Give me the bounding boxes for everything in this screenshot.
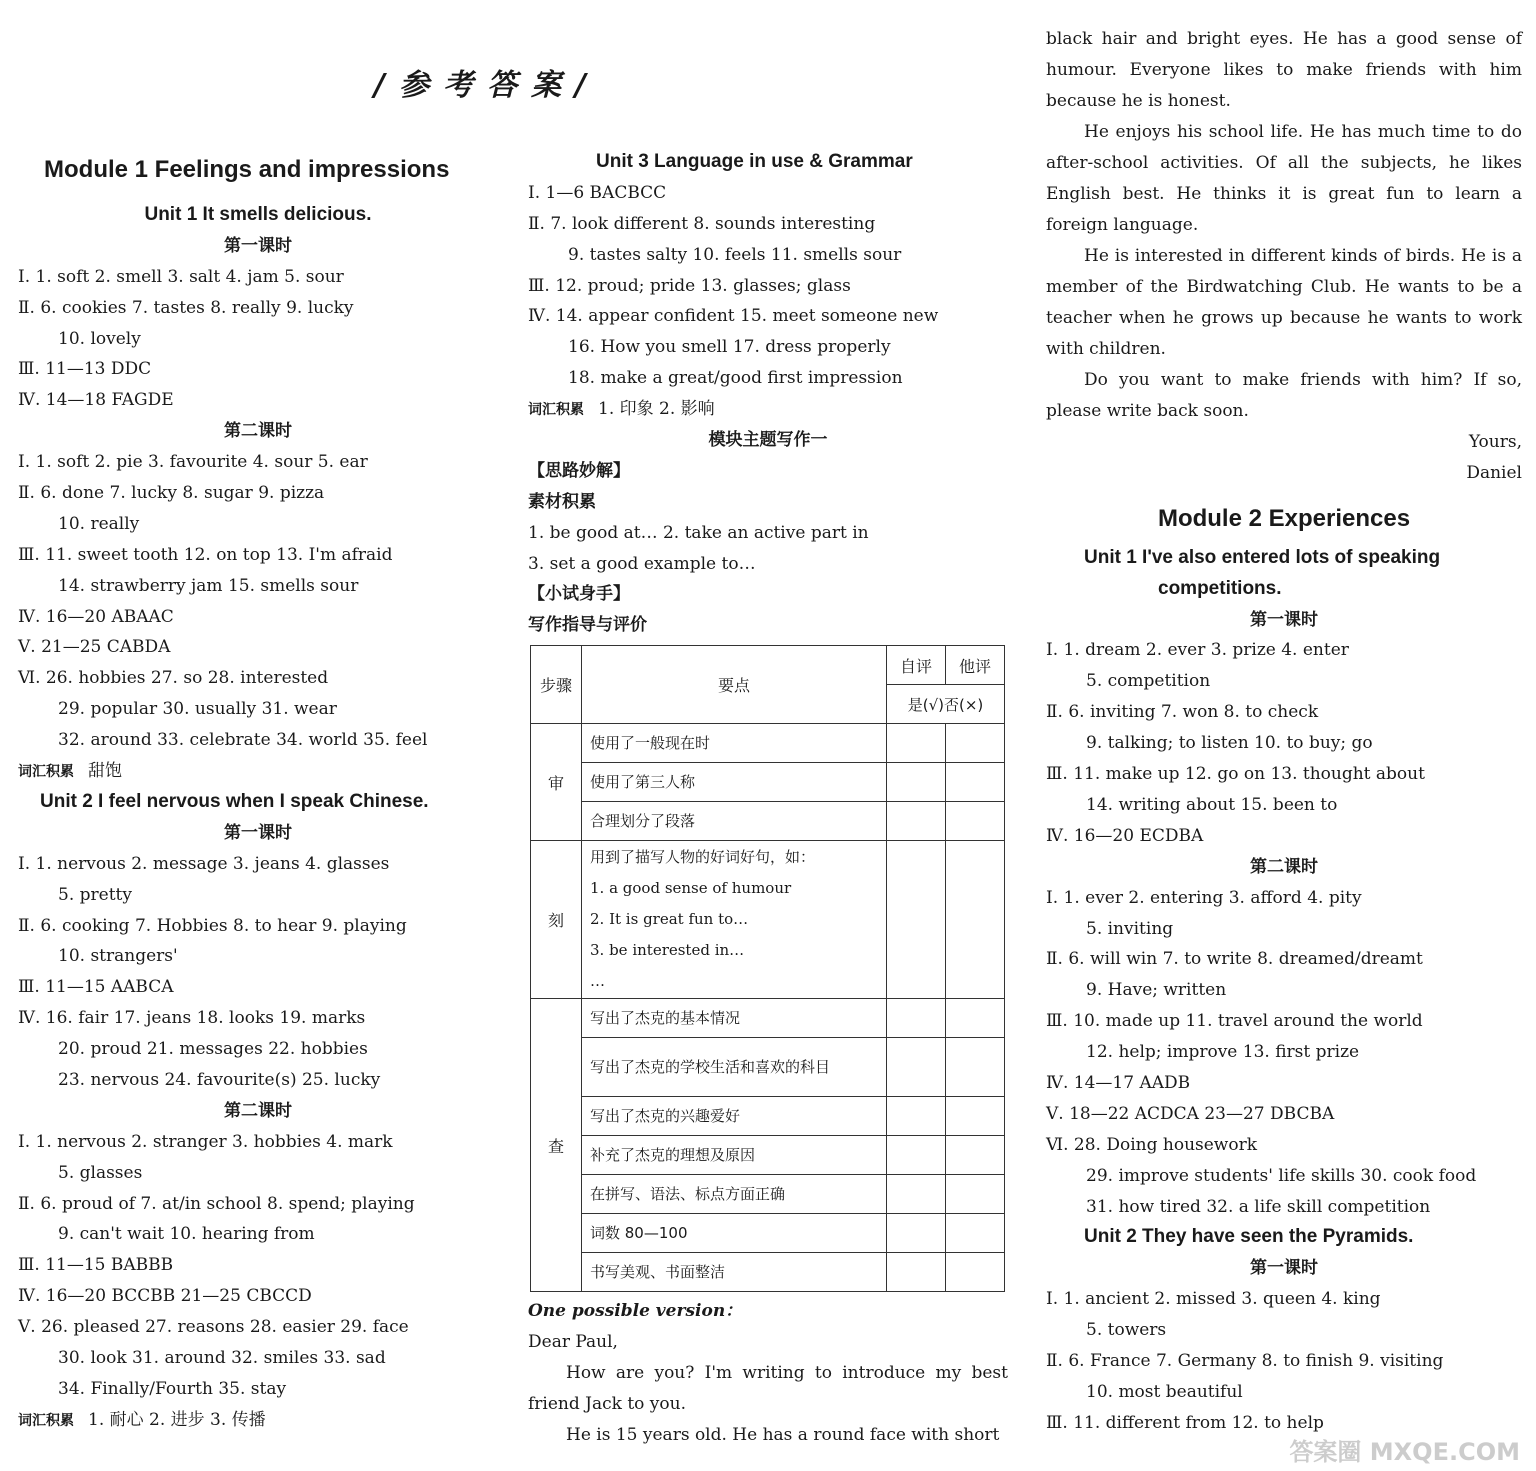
answer-line: 9. talking; to listen 10. to buy; go <box>1086 733 1373 754</box>
answer-line: Ⅵ. 28. Doing housework <box>1046 1134 1258 1155</box>
step-cell: 查 <box>531 999 582 1292</box>
peer-check-cell[interactable] <box>946 724 1005 763</box>
vocab-text: 甜饱 <box>88 761 122 782</box>
answer-line: 5. inviting <box>1086 918 1174 939</box>
answer-line: Ⅱ. 6. cooking 7. Hobbies 8. to hear 9. playing <box>18 915 407 936</box>
answer-block <box>1046 1284 1522 1438</box>
point-cell: 在拼写、语法、标点方面正确 <box>582 1175 887 1214</box>
answer-line: 10. really <box>58 513 140 534</box>
version-label: One possible version： <box>528 1301 743 1322</box>
lesson-title: 第一课时 <box>1250 609 1318 630</box>
answer-line: Ⅲ. 11. make up 12. go on 13. thought about <box>1046 764 1425 785</box>
answer-line: 32. around 33. celebrate 34. world 35. feel <box>58 730 428 751</box>
lesson-title: 第二课时 <box>224 421 292 442</box>
self-check-cell[interactable] <box>887 1038 946 1097</box>
answer-line: 29. improve students' life skills 30. cook food <box>1086 1165 1477 1186</box>
header-point: 要点 <box>582 646 887 724</box>
letter-paragraph: He is 15 years old. He has a round face with short <box>566 1425 1000 1446</box>
letter-paragraph: How are you? I'm writing to introduce my best friend Jack to you. <box>528 1363 1008 1415</box>
answer-line: 5. pretty <box>58 884 132 905</box>
answer-line: 23. nervous 24. favourite(s) 25. lucky <box>58 1069 381 1090</box>
answer-line: Ⅰ. 1. nervous 2. stranger 3. hobbies 4. mark <box>18 1131 393 1152</box>
evaluation-table <box>530 645 1005 1292</box>
section-subheading: 写作指导与评价 <box>528 615 647 636</box>
answer-line: Ⅳ. 16. fair 17. jeans 18. looks 19. marks <box>18 1008 366 1029</box>
letter-closing: Yours, <box>1468 432 1522 452</box>
self-check-cell[interactable] <box>887 841 946 999</box>
answer-line: Ⅰ. 1—6 BACBCC <box>528 182 667 203</box>
answer-line: 29. popular 30. usually 31. wear <box>58 699 337 720</box>
self-check-cell[interactable] <box>887 1214 946 1253</box>
answer-line: 18. make a great/good first impression <box>568 368 903 389</box>
answer-line: Ⅲ. 11—15 BABBB <box>18 1255 174 1276</box>
answer-line: 14. strawberry jam 15. smells sour <box>58 575 359 596</box>
column-3 <box>1046 24 1522 1439</box>
answer-line: Ⅱ. 6. inviting 7. won 8. to check <box>1046 702 1319 723</box>
answer-line: Ⅱ. 6. proud of 7. at/in school 8. spend; playing <box>18 1193 415 1214</box>
answer-line: Ⅴ. 18—22 ACDCA 23—27 DBCBA <box>1046 1103 1335 1124</box>
header-peer: 他评 <box>946 646 1005 685</box>
vocab-text: 1. 耐心 2. 进步 3. 传播 <box>88 1409 266 1430</box>
answer-block <box>18 849 498 1096</box>
peer-check-cell[interactable] <box>946 1136 1005 1175</box>
answer-line: Ⅰ. 1. nervous 2. message 3. jeans 4. glasses <box>18 853 390 874</box>
answer-line: Ⅳ. 16—20 BCCBB 21—25 CBCCD <box>18 1286 312 1307</box>
answer-line: 10. strangers' <box>58 946 178 967</box>
point-line: … <box>590 972 605 991</box>
column-2 <box>528 147 1008 1451</box>
answer-line: Ⅰ. 1. soft 2. smell 3. salt 4. jam 5. sour <box>18 266 344 287</box>
point-line: 2. It is great fun to… <box>590 910 749 929</box>
material-line: 1. be good at… 2. take an active part in <box>528 522 869 543</box>
answer-line: Ⅳ. 14—18 FAGDE <box>18 390 174 411</box>
answer-line: 30. look 31. around 32. smiles 33. sad <box>58 1347 386 1368</box>
module-title: Module 2 Experiences <box>1157 504 1411 532</box>
material-line: 3. set a good example to… <box>528 553 756 574</box>
answer-line: 5. competition <box>1086 671 1211 692</box>
vocab-line <box>528 394 1008 425</box>
peer-check-cell[interactable] <box>946 802 1005 841</box>
answer-line: 16. How you smell 17. dress properly <box>568 337 891 358</box>
answer-line: Ⅳ. 16—20 ECDBA <box>1046 825 1204 846</box>
answer-line: 9. Have; written <box>1086 980 1227 1001</box>
letter-salutation: Dear Paul, <box>528 1332 618 1353</box>
answer-block <box>1046 883 1522 1223</box>
point-cell-multi <box>582 841 887 999</box>
answer-line: 34. Finally/Fourth 35. stay <box>58 1378 287 1399</box>
column-1 <box>18 156 498 1436</box>
unit-title-cont: competitions. <box>1158 577 1282 599</box>
header-step: 步骤 <box>531 646 582 724</box>
lesson-title: 第一课时 <box>224 235 292 256</box>
point-cell: 写出了杰克的基本情况 <box>582 999 887 1038</box>
peer-check-cell[interactable] <box>946 1214 1005 1253</box>
vocab-text: 1. 印象 2. 影响 <box>598 399 715 420</box>
letter-paragraph: black hair and bright eyes. He has a good sense of humour. Everyone likes to make friends with him because he is honest. <box>1046 29 1522 111</box>
section-heading: 【思路妙解】 <box>528 460 630 481</box>
point-cell: 使用了第三人称 <box>582 763 887 802</box>
section-heading: 【小试身手】 <box>528 584 630 605</box>
self-check-cell[interactable] <box>887 1175 946 1214</box>
self-check-cell[interactable] <box>887 763 946 802</box>
self-check-cell[interactable] <box>887 1253 946 1292</box>
answer-line: 14. writing about 15. been to <box>1086 794 1338 815</box>
answer-line: Ⅳ. 16—20 ABAAC <box>18 606 174 627</box>
unit-title: Unit 2 I feel nervous when I speak Chinese. <box>40 790 429 812</box>
peer-check-cell[interactable] <box>946 841 1005 999</box>
lesson-title: 第二课时 <box>1250 856 1318 877</box>
answer-line: 12. help; improve 13. first prize <box>1086 1042 1360 1063</box>
writing-title: 模块主题写作一 <box>708 430 828 451</box>
lesson-title: 第二课时 <box>224 1100 292 1121</box>
self-check-cell[interactable] <box>887 999 946 1038</box>
answer-line: 10. lovely <box>58 328 141 349</box>
answer-line: 10. most beautiful <box>1086 1381 1243 1402</box>
self-check-cell[interactable] <box>887 1136 946 1175</box>
point-cell: 写出了杰克的学校生活和喜欢的科目 <box>582 1038 887 1097</box>
answer-block <box>1046 635 1522 851</box>
point-cell: 使用了一般现在时 <box>582 724 887 763</box>
peer-check-cell[interactable] <box>946 1097 1005 1136</box>
answer-line: Ⅳ. 14. appear confident 15. meet someone new <box>528 306 939 327</box>
self-check-cell[interactable] <box>887 724 946 763</box>
watermark-logo: 答案圈 MXQE.COM <box>1289 1438 1520 1466</box>
lesson-title: 第一课时 <box>224 822 292 843</box>
answer-line: Ⅰ. 1. ever 2. entering 3. afford 4. pity <box>1046 887 1362 908</box>
peer-check-cell[interactable] <box>946 999 1005 1038</box>
step-cell: 审 <box>531 724 582 841</box>
answer-line: Ⅴ. 21—25 CABDA <box>18 637 171 658</box>
unit-title: Unit 3 Language in use & Grammar <box>596 151 913 172</box>
unit-title: Unit 1 It smells delicious. <box>144 204 372 225</box>
point-line: 用到了描写人物的好词好句，如： <box>590 848 816 867</box>
header-self: 自评 <box>887 646 946 685</box>
point-line: 3. be interested in… <box>590 941 745 960</box>
answer-line: Ⅲ. 12. proud; pride 13. glasses; glass <box>528 275 851 296</box>
peer-check-cell[interactable] <box>946 763 1005 802</box>
section-subheading: 素材积累 <box>528 491 596 512</box>
answer-line: 31. how tired 32. a life skill competition <box>1086 1196 1431 1217</box>
answer-line: Ⅱ. 6. will win 7. to write 8. dreamed/dreamt <box>1046 949 1423 970</box>
point-cell: 词数 80—100 <box>582 1214 887 1253</box>
answer-block <box>18 262 498 416</box>
unit-title: Unit 2 They have seen the Pyramids. <box>1084 1226 1414 1248</box>
answer-line: 9. can't wait 10. hearing from <box>58 1224 315 1245</box>
answer-line: Ⅲ. 11—13 DDC <box>18 359 152 380</box>
point-cell: 补充了杰克的理想及原因 <box>582 1136 887 1175</box>
answer-line: Ⅲ. 11. sweet tooth 12. on top 13. I'm afraid <box>18 544 393 565</box>
page-title: /参考答案/ <box>374 68 600 103</box>
peer-check-cell[interactable] <box>946 1175 1005 1214</box>
answer-line: 5. towers <box>1086 1320 1167 1341</box>
letter-paragraph: He is interested in different kinds of birds. He is a member of the Birdwatching Club. He wants to be a teacher when he grows up because he wants to work with children. <box>1046 246 1522 359</box>
point-cell: 写出了杰克的兴趣爱好 <box>582 1097 887 1136</box>
vocab-label: 词汇积累 <box>18 1412 74 1429</box>
answer-block <box>18 447 498 756</box>
letter-signature: Daniel <box>1466 462 1522 483</box>
answer-line: Ⅰ. 1. ancient 2. missed 3. queen 4. king <box>1046 1289 1381 1310</box>
step-cell: 刻 <box>531 841 582 999</box>
answer-line: Ⅵ. 26. hobbies 27. so 28. interested <box>18 668 329 689</box>
vocab-line <box>18 756 498 787</box>
letter-paragraph: Do you want to make friends with him? If so, please write back soon. <box>1046 370 1522 421</box>
unit-title: Unit 1 I've also entered lots of speaking <box>1084 546 1441 568</box>
answer-line: Ⅰ. 1. dream 2. ever 3. prize 4. enter <box>1046 640 1349 661</box>
answer-block <box>528 178 1008 394</box>
answer-line: Ⅴ. 26. pleased 27. reasons 28. easier 29. face <box>18 1317 409 1338</box>
header-yesno: 是(√)否(×) <box>887 685 1005 724</box>
vocab-label: 词汇积累 <box>528 402 584 419</box>
module-title: Module 1 Feelings and impressions <box>44 156 450 183</box>
answer-line: Ⅳ. 14—17 AADB <box>1046 1072 1191 1093</box>
answer-block <box>18 1127 498 1405</box>
peer-check-cell[interactable] <box>946 1038 1005 1097</box>
point-line: 1. a good sense of humour <box>590 879 792 898</box>
lesson-title: 第一课时 <box>1250 1258 1318 1279</box>
point-cell: 书写美观、书面整洁 <box>582 1253 887 1292</box>
answer-line: 5. glasses <box>58 1162 143 1183</box>
answer-line: Ⅲ. 11—15 AABCA <box>18 977 174 998</box>
answer-line: Ⅱ. 6. cookies 7. tastes 8. really 9. lucky <box>18 297 354 318</box>
answer-line: 9. tastes salty 10. feels 11. smells sour <box>568 244 902 265</box>
answer-line: Ⅰ. 1. soft 2. pie 3. favourite 4. sour 5. ear <box>18 452 368 473</box>
answer-line: Ⅲ. 10. made up 11. travel around the world <box>1046 1011 1423 1032</box>
peer-check-cell[interactable] <box>946 1253 1005 1292</box>
answer-line: Ⅱ. 6. France 7. Germany 8. to finish 9. visiting <box>1046 1350 1444 1371</box>
self-check-cell[interactable] <box>887 802 946 841</box>
self-check-cell[interactable] <box>887 1097 946 1136</box>
letter-paragraph: He enjoys his school life. He has much time to do after-school activities. Of all the subjects, he likes English best. He thinks it is great fun to learn a foreign language. <box>1046 122 1522 235</box>
answer-line: Ⅱ. 6. done 7. lucky 8. sugar 9. pizza <box>18 483 325 504</box>
point-cell: 合理划分了段落 <box>582 802 887 841</box>
answer-line: Ⅲ. 11. different from 12. to help <box>1046 1412 1324 1433</box>
answer-line: Ⅱ. 7. look different 8. sounds interesting <box>528 213 876 234</box>
vocab-line <box>18 1405 498 1436</box>
answer-line: 20. proud 21. messages 22. hobbies <box>58 1039 368 1060</box>
vocab-label: 词汇积累 <box>18 764 74 781</box>
